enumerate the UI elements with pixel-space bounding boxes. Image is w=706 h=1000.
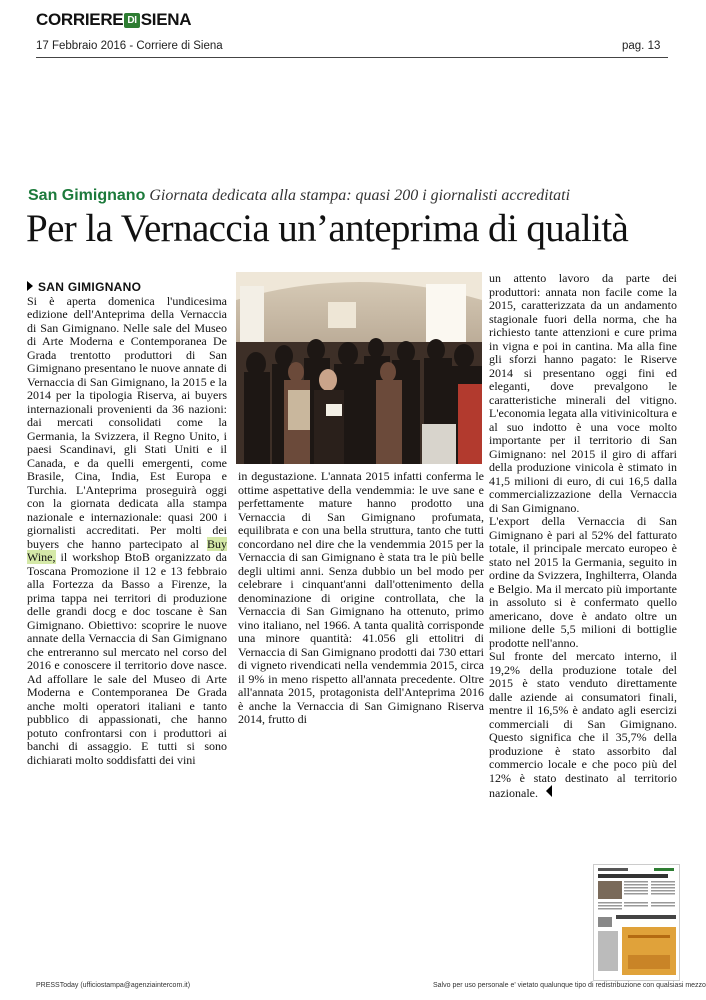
newspaper-logo: [36, 10, 191, 30]
article-headline: Per la Vernaccia un’anteprima di qualità: [26, 207, 629, 250]
article-photo: [236, 272, 482, 464]
article-kicker: [28, 187, 570, 205]
article-column-2: [238, 470, 484, 727]
article-column-3: [489, 272, 677, 801]
footer-copyright: Salvo per uso personale e' vietato qualunque tipo di redistribuzione con qualsiasi mezzo: [433, 982, 706, 989]
column-3-paragraph-3: Sul fronte del mercato interno, il 19,2% della produzione totale del 2015 è stato venduto direttamente dalle aziende ai consumatori finali, mentre il 16,5% è andato agli esercizi commerciali di San Gimignano. Questo significa che il 35,7% della produzione è stato assorbito dal commercio locale e che poco più del 12% è stato destinato al territorio nazionale.: [489, 649, 677, 800]
crowd-photo-illustration: [236, 272, 482, 464]
logo-text-corriere: CORRIERE: [36, 10, 124, 29]
kicker-subtitle: Giornata dedicata alla stampa: quasi 200 i giornalisti accreditati: [149, 187, 571, 204]
column-3-paragraph-1: un attento lavoro da parte dei produttori: annata non facile come la 2015, caratterizzata da un andamento stagionale fuori della norma, che ha richiesto tante attenzioni e cure prima in vigna e poi in cantina. Ma alla fine gli sforzi hanno pagato: le Riserve 2014 si presentano oggi fini ed eleganti, dove prevalgono le caratteristiche minerali del vitigno. L'economia legata alla vitivinicoltura e al suo indotto è una voce molto importante per il territorio di San Gimignano: nel 2015 il giro di affari della produzione vinicola è stimato in 41,5 milioni di euro, di cui 16,5 dalla commercializzazione della Vernaccia di San Gimignano.: [489, 271, 677, 515]
column-1-text: Si è aperta domenica l'undicesima edizione dell'Anteprima della Vernaccia di San Gimignano. Nelle sale del Museo di Arte Moderna e Contemporanea De Grada trentotto produttori di San Gimignano presentano le nuove annate di Vernaccia di San Gimignano, la 2015 e la 2014 per la tipologia Riserva, ai buyers internazionali provenienti da 36 nazioni: dai mercati consolidati come la Germania, la Svizzera, il Regno Unito, i paesi Scandinavi, gli Stati Uniti e il Canada, e da quelli emergenti, come Brasile, Cina, India, Est Europa e Turchia. L'Anteprima proseguirà oggi con la giornata dedicata alla stampa nazionale e internazionale: quasi 200 i giornalisti accreditati. Per molti dei buyers che hanno partecipato al Buy Wine, il workshop BtoB organizzato da Toscana Promozione il 12 e 13 febbraio alla Fortezza da Basso a Firenze, la prima tappa nei territori di produzione delle grandi docg e doc toscane è San Gimignano. Obiettivo: scoprire le nuove annate della Vernaccia di San Gimignano che entreranno sul mercato nel corso del 2016 e conoscere il territorio dove nasce. Ad affollare le sale del Museo di Arte Moderna e Contemporanea De Grada anche molti operatori italiani e tanto pubblico di appassionati, che hanno potuto confrontarsi con i produttori ai banchi di assaggio. E tutti si sono dichiarati molto soddisfatti dei vini: [27, 293, 228, 767]
column-2-text: in degustazione. L'annata 2015 infatti conferma le ottime aspettative della vendemmia: le uve sane e perfettamente mature hanno prodotto una Vernaccia di San Gimignano profumata, equilibrata e con una bella struttura, tanto che tutti concordano nel dire che la vendemmia 2015 per la Vernaccia di san Gimignano è stata tra le più belle degli ultimi anni. Senza dubbio un bel modo per celebrare i cinquant'anni dall'ottenimento della denominazione di origine controllata, che la Vernaccia di San Gimignano ha ottenuto, primo vino italiano, nel 1966. A tanta qualità corrisponde una minore quantità: 41.056 gli ettolitri di Vernaccia di San Gimignano prodotti dai 730 ettari di vigneto rivendicati nella vendemmia 2015, circa il 9% in meno rispetto all'annata precedente. Oltre all'annata 2015, protagonista dell'Anteprima 2016 è anche la Vernaccia di San Gimignano Riserva 2014, frutto di: [238, 469, 484, 726]
logo-text-di: DI: [124, 13, 139, 28]
logo-text-siena: SIENA: [140, 10, 192, 29]
page-thumbnail-illustration: [594, 865, 679, 980]
header-divider: [36, 57, 668, 58]
footer-source: PRESSToday (ufficiostampa@agenziaintercom.it): [36, 982, 191, 989]
highlighted-text: Buy Wine,: [27, 536, 228, 564]
dateline-arrow-icon: [27, 281, 33, 291]
column-3-paragraph-2: L'export della Vernaccia di San Gimignano è pari al 52% del fatturato totale, il principale mercato europeo è stato nel 2015 la Germania, seguito in ordine da Svizzera, Inghilterra, Olanda e Belgio. Ma il mercato più importante in assoluto si è confermato quello americano, dove è andato oltre un milione delle 5,5 milioni di bottiglie prodotte nell'anno.: [489, 514, 677, 650]
page-number: pag. 13: [622, 40, 661, 52]
article-dateline: SAN GIMIGNANO: [27, 281, 227, 295]
issue-dateline: 17 Febbraio 2016 - Corriere di Siena: [36, 40, 223, 52]
end-of-article-icon: [546, 785, 552, 797]
article-column-1: [27, 281, 227, 767]
kicker-place: San Gimignano: [28, 187, 146, 204]
page-thumbnail: [593, 864, 680, 981]
